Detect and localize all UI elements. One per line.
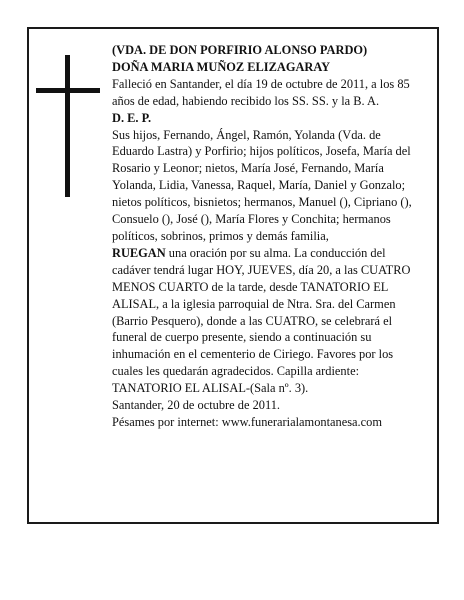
widow-of-line: (VDA. DE DON PORFIRIO ALONSO PARDO) [112,43,368,57]
dep-line: D. E. P. [112,110,152,125]
date-line: Santander, 20 de octubre de 2011. [112,398,280,413]
funeral-details [112,245,416,397]
death-announcement: Falleció en Santander, el día 19 de octubre de 2011, a los 85 años de edad, habiendo recibido los SS. SS. y la B. A. [112,76,410,108]
cross-horizontal-bar [36,88,100,93]
cross-icon [36,55,100,197]
cross-vertical-bar [65,55,70,197]
condolences-line: Pésames por internet: www.funerarialamontanesa.com [112,414,382,429]
deceased-name: DOÑA MARIA MUÑOZ ELIZAGARAY [112,59,331,74]
funeral-details-text: una oración por su alma. La conducción del cadáver tendrá lugar HOY, JUEVES, día 20, a las CUATRO MENOS CUARTO de la tarde, desde TANATORIO EL ALISAL, a la iglesia parroquial de Ntra. Sra. del Carmen (Barrio Pesquero), donde a las CUATRO, se celebrará el funeral de cuerpo presente, siendo a continuación su inhumación en el cementerio de Ciriego. Favores por los cuales les quedarán agradecidos. Capilla ardiente: TANATORIO EL ALISAL-(Sala nº. 3). [112,245,411,396]
family-list: Sus hijos, Fernando, Ángel, Ramón, Yolanda (Vda. de Eduardo Lastra) y Porfirio; hijos políticos, Josefa, María del Rosario y Leonor; nietos, María José, Fernando, María Yolanda, Lidia, Vanessa, Raquel, María, Daniel y Gonzalo; nietos políticos, bisnietos; hermanos, Manuel (), Cipriano (), Consuelo (), José (), María Flores y Conchita; hermanos políticos, sobrinos, primos y demás familia, [112,127,412,243]
ruegan-label: RUEGAN [112,245,166,260]
obituary-text [112,42,416,431]
